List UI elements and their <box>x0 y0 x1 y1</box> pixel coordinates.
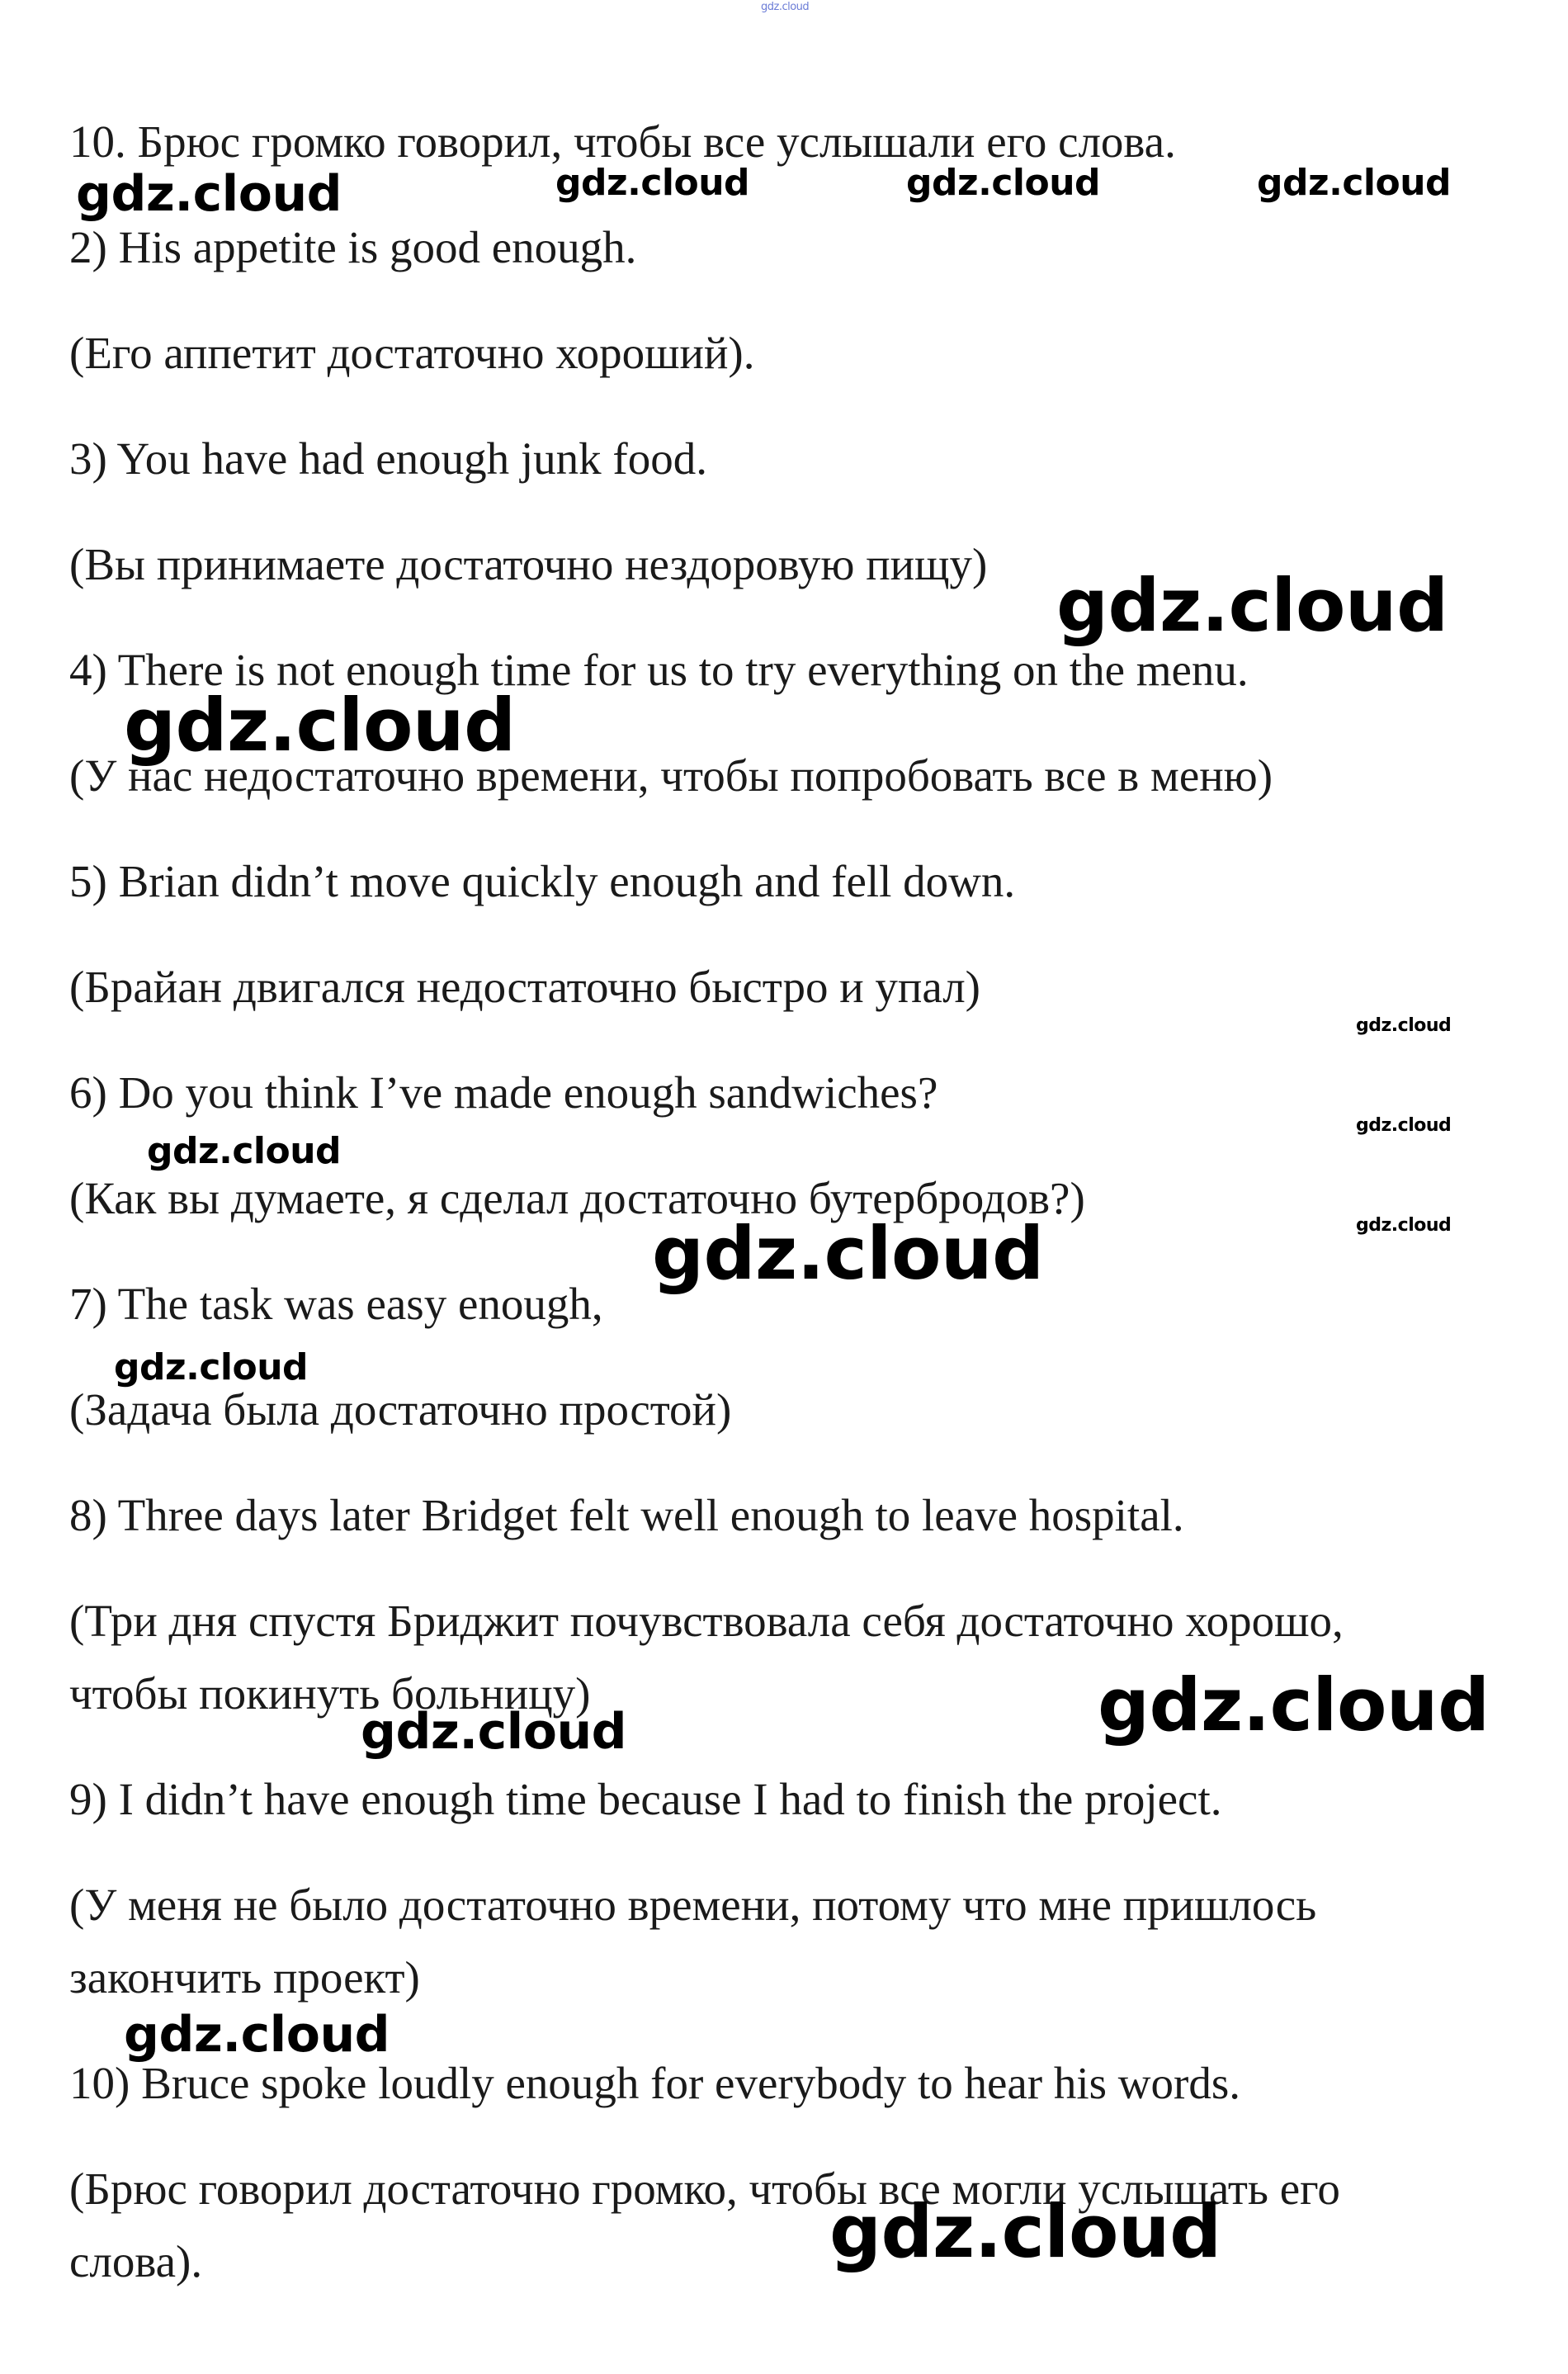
text-line: 9) I didn’t have enough time because I had to finish the project. <box>69 1774 1222 1824</box>
watermark: gdz.cloud <box>361 1703 627 1761</box>
text-line: (Три дня спустя Бриджит почувствовала себя достаточно хорошо, <box>69 1596 1344 1646</box>
text-line: 10) Bruce spoke loudly enough for everybody to hear his words. <box>69 2058 1240 2108</box>
watermark: gdz.cloud <box>147 1130 342 1172</box>
watermark: gdz.cloud <box>652 1211 1044 1296</box>
text-line: 8) Three days later Bridget felt well enough to leave hospital. <box>69 1490 1184 1540</box>
watermark: gdz.cloud <box>1356 1015 1452 1036</box>
text-line: (Задача была достаточно простой) <box>69 1384 732 1435</box>
watermark: gdz.cloud <box>555 162 750 204</box>
watermark: gdz.cloud <box>1356 1115 1452 1136</box>
watermark: gdz.cloud <box>114 1346 309 1388</box>
watermark: gdz.cloud <box>829 2189 1221 2274</box>
text-line: 2) His appetite is good enough. <box>69 222 637 272</box>
text-line: 10. Брюс громко говорил, чтобы все услышали его слова. <box>69 116 1176 167</box>
watermark: gdz.cloud <box>1257 162 1452 204</box>
watermark: gdz.cloud <box>76 165 342 223</box>
text-line: (У нас недостаточно времени, чтобы попробовать все в меню) <box>69 750 1273 801</box>
watermark: gdz.cloud <box>761 1 810 13</box>
text-line: (Брайан двигался недостаточно быстро и упал) <box>69 962 980 1012</box>
text-line: (У меня не было достаточно времени, потому что мне пришлось <box>69 1880 1317 1930</box>
watermark: gdz.cloud <box>1098 1662 1490 1747</box>
text-line: 5) Brian didn’t move quickly enough and fell down. <box>69 856 1016 906</box>
text-line: (Его аппетит достаточно хороший). <box>69 328 755 378</box>
text-line: (Брюс говорил достаточно громко, чтобы все могли услышать его <box>69 2164 1340 2214</box>
watermark: gdz.cloud <box>906 162 1101 204</box>
text-line: закончить проект) <box>69 1952 420 2003</box>
text-line: (Вы принимаете достаточно нездоровую пищу) <box>69 539 988 589</box>
watermark: gdz.cloud <box>1056 563 1448 648</box>
text-line: 7) The task was easy enough, <box>69 1279 603 1329</box>
watermark: gdz.cloud <box>124 683 516 768</box>
text-line: 6) Do you think I’ve made enough sandwiches? <box>69 1067 938 1118</box>
text-line: слова). <box>69 2236 203 2287</box>
text-line: 3) You have had enough junk food. <box>69 433 707 484</box>
watermark: gdz.cloud <box>1356 1215 1452 1236</box>
watermark: gdz.cloud <box>124 2006 390 2064</box>
text-line: (Как вы думаете, я сделал достаточно бутербродов?) <box>69 1173 1085 1223</box>
text-line: 4) There is not enough time for us to try everything on the menu. <box>69 645 1249 695</box>
text-line: чтобы покинуть больницу) <box>69 1668 591 1719</box>
